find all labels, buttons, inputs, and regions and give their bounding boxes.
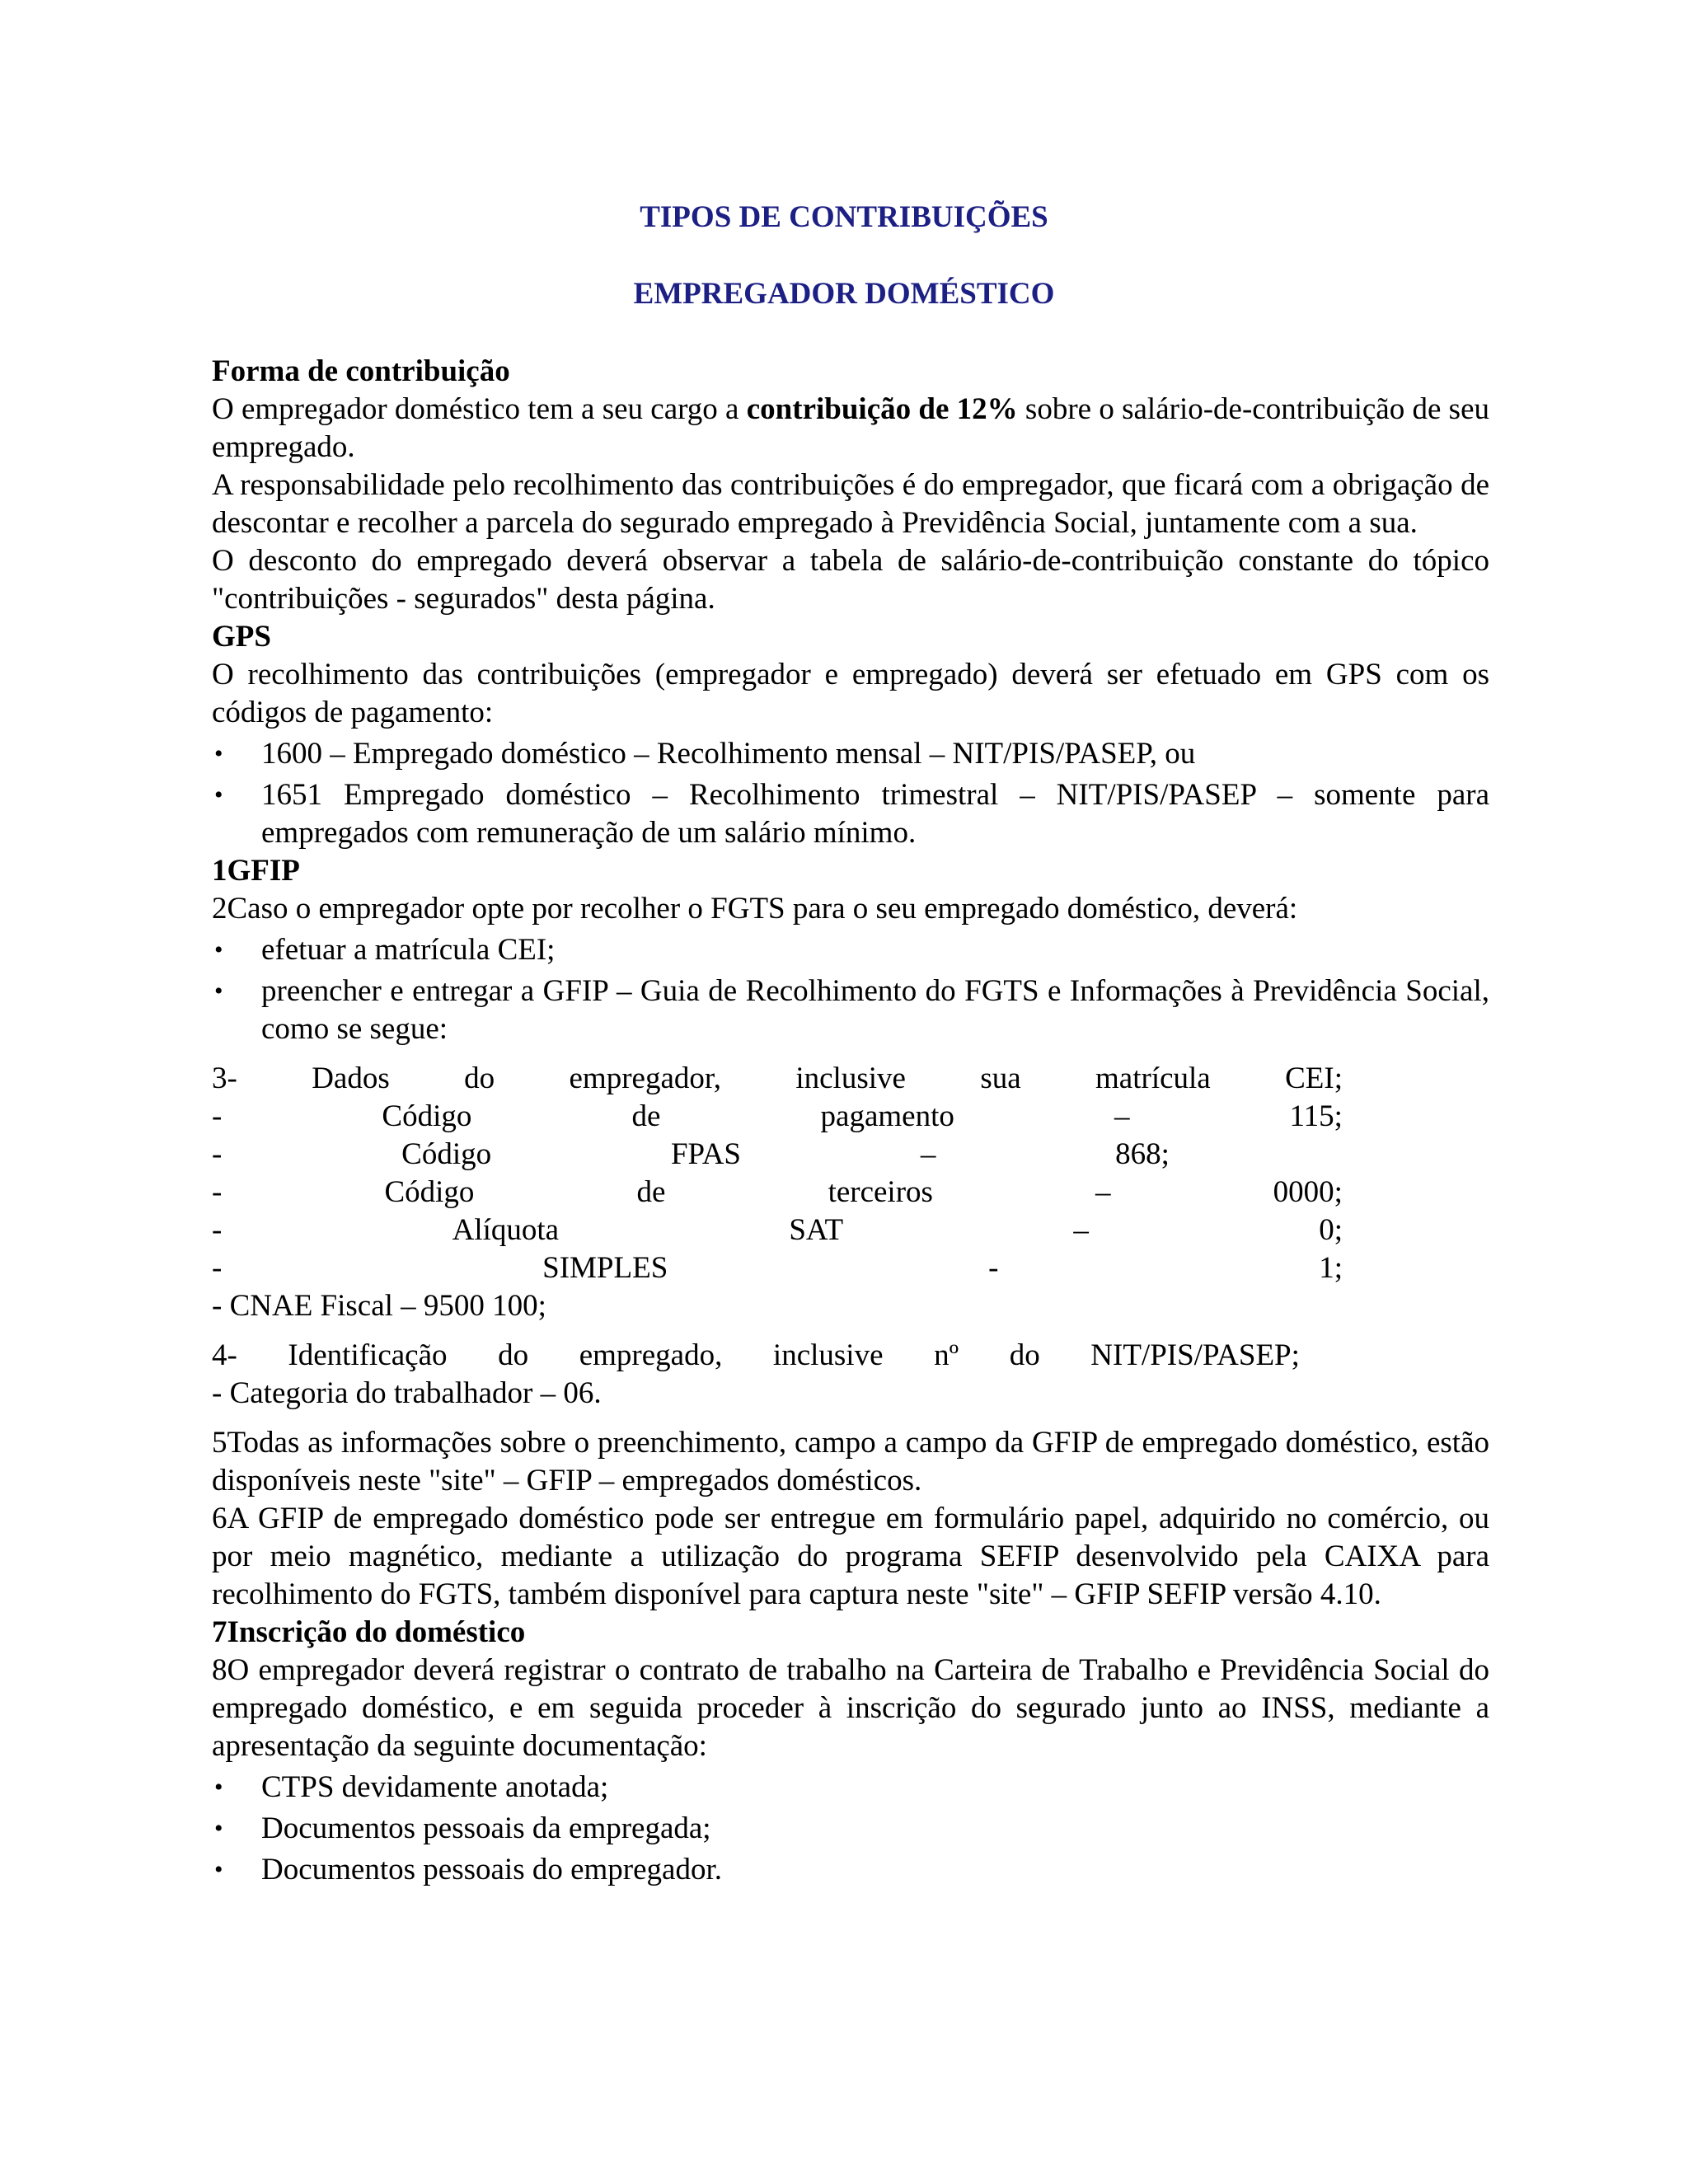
list-item: • 1651 Empregado doméstico – Recolhimento trimestral – NIT/PIS/PASEP – somente para empregados com remuneração de um salário mínimo. xyxy=(214,778,1489,850)
paragraph-gfip-intro: 2Caso o empregador opte por recolher o FGTS para o seu empregado doméstico, deverá: xyxy=(212,892,1298,926)
gfip-sat-rate: - Alíquota SAT – 0; xyxy=(212,1213,1343,1247)
document-subtitle: EMPREGADOR DOMÉSTICO xyxy=(633,277,1055,311)
paragraph-gfip-6: 6A GFIP de empregado doméstico pode ser entregue em formulário papel, adquirido no comércio, ou por meio magnético, mediante a utilização do programa SEFIP desenvolvido pela CAIXA para recolhimento do FGTS, também disponível para captura neste "site" – GFIP SEFIP versão 4.10. xyxy=(212,1502,1489,1611)
list-item: • Documentos pessoais da empregada; xyxy=(212,1810,1489,1848)
section-heading-gfip: 1GFIP xyxy=(212,854,300,888)
gfip-step-list xyxy=(212,931,1489,1048)
list-item: • Documentos pessoais do empregador. xyxy=(212,1851,1489,1889)
gfip-item-3: 3- Dados do empregador, inclusive sua matrícula CEI; xyxy=(212,1062,1343,1095)
paragraph-forma-2: A responsabilidade pelo recolhimento das contribuições é do empregador, que ficará com a obrigação de descontar e recolher a parcela do segurado empregado à Previdência Social, juntamente com a sua. xyxy=(212,468,1489,540)
list-item: • CTPS devidamente anotada; xyxy=(212,1769,1489,1807)
section-heading-forma: Forma de contribuição xyxy=(212,354,510,388)
gps-code-list xyxy=(212,735,1489,852)
document-requirements-list xyxy=(212,1769,1489,1889)
gfip-fpas-code: - Código FPAS – 868; xyxy=(212,1137,1170,1171)
gfip-cnae: - CNAE Fiscal – 9500 100; xyxy=(212,1289,546,1323)
list-item: • 1600 – Empregado doméstico – Recolhimento mensal – NIT/PIS/PASEP, ou xyxy=(212,735,1489,773)
bullet-icon: • xyxy=(214,781,223,808)
paragraph-forma-3: O desconto do empregado deverá observar a tabela de salário-de-contribuição constante do tópico "contribuições - segurados" desta página. xyxy=(212,544,1489,616)
paragraph-forma-1: O empregador doméstico tem a seu cargo a contribuição de 12% sobre o salário-de-contribuição de seu empregado. xyxy=(212,392,1489,464)
gfip-simples: - SIMPLES - 1; xyxy=(212,1251,1343,1285)
bullet-icon: • xyxy=(214,977,223,1005)
highlight-contribution-rate: contribuição de 12% xyxy=(746,392,1018,426)
document-title: TIPOS DE CONTRIBUIÇÕES xyxy=(640,200,1048,234)
gfip-worker-category: - Categoria do trabalhador – 06. xyxy=(212,1376,602,1410)
list-item: • efetuar a matrícula CEI; xyxy=(212,931,1489,969)
bullet-icon: • xyxy=(214,936,223,963)
gfip-third-party-code: - Código de terceiros – 0000; xyxy=(212,1175,1343,1209)
bullet-icon: • xyxy=(214,1856,223,1883)
bullet-icon: • xyxy=(214,1815,223,1842)
document-body xyxy=(212,353,1489,1889)
section-heading-inscricao: 7Inscrição do doméstico xyxy=(212,1615,526,1649)
paragraph-gfip-5: 5Todas as informações sobre o preenchimento, campo a campo da GFIP de empregado doméstico, estão disponíveis neste "site" – GFIP – empregados domésticos. xyxy=(212,1426,1489,1497)
gfip-item-4: 4- Identificação do empregado, inclusive nº do NIT/PIS/PASEP; xyxy=(212,1338,1300,1372)
gfip-payment-code: - Código de pagamento – 115; xyxy=(212,1099,1343,1133)
bullet-icon: • xyxy=(214,740,223,767)
section-heading-gps: GPS xyxy=(212,620,271,654)
paragraph-gps-intro: O recolhimento das contribuições (empregador e empregado) deverá ser efetuado em GPS com os códigos de pagamento: xyxy=(212,658,1489,729)
bullet-icon: • xyxy=(214,1774,223,1801)
paragraph-inscricao-intro: 8O empregador deverá registrar o contrato de trabalho na Carteira de Trabalho e Previdência Social do empregado doméstico, e em seguida proceder à inscrição do segurado junto ao INSS, mediante a apresentação da seguinte documentação: xyxy=(212,1653,1489,1763)
list-item: • preencher e entregar a GFIP – Guia de Recolhimento do FGTS e Informações à Previdência Social, como se segue: xyxy=(214,974,1489,1046)
